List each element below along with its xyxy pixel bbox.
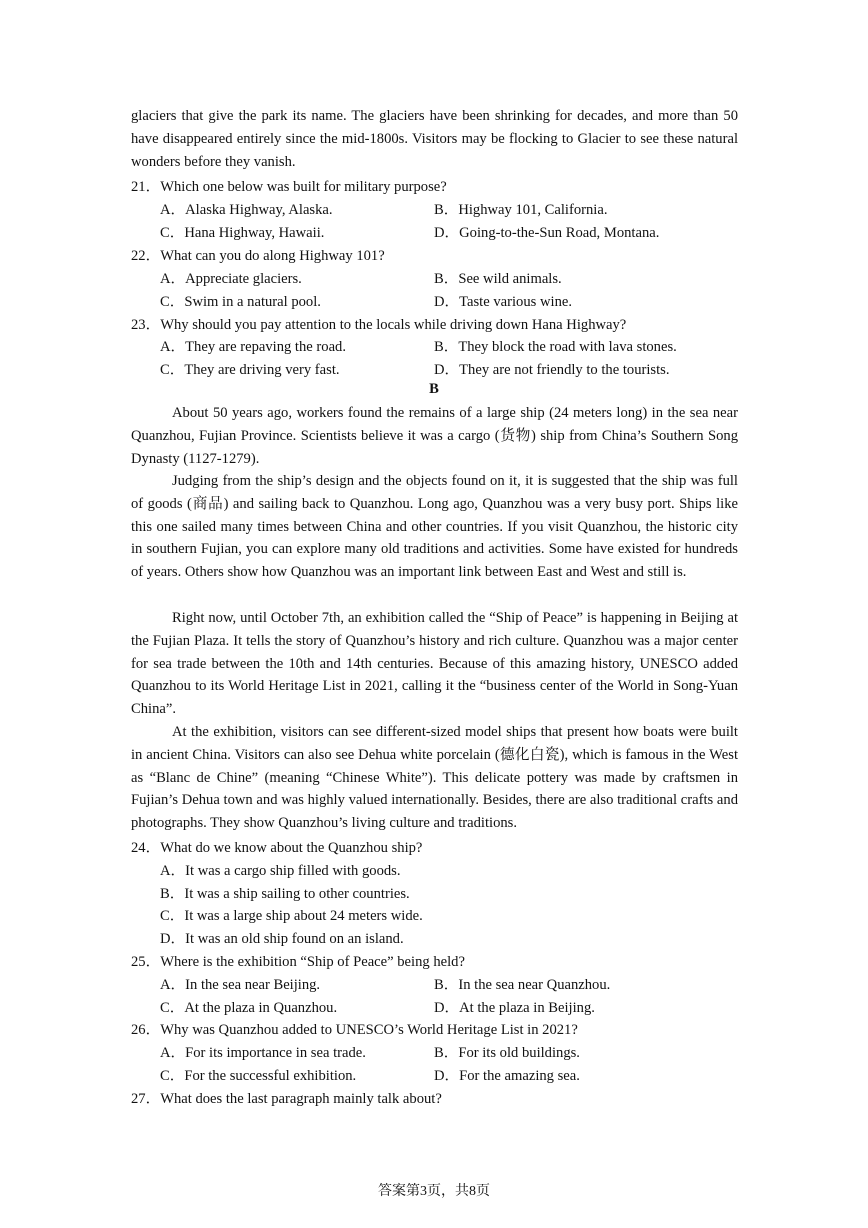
page-footer: 答案第3页，共8页	[378, 1184, 490, 1199]
passage-b-paragraph-3: Right now, until October 7th, an exhibition called the “Ship of Peace” is happening in Beijing at the Fujian Plaza. It tells the story of Quanzhou’s history and rich culture. Quanzhou was a major center for sea trade between the 10th and 14th centuries. Because of this amazing history, UNESCO added Quanzhou to its World Heritage List in 2021, calling it the “business center of the World in Song-Yuan China”.	[131, 610, 738, 718]
q25-option-c: C．At the plaza in Quanzhou.	[160, 1000, 338, 1016]
passage-b-paragraph-1: About 50 years ago, workers found the remains of a large ship (24 meters long) in the sea near Quanzhou, Fujian Province. Scientists believe it was a cargo (货物) ship from China’s Southern Song Dynasty (1127-1279).	[131, 405, 738, 467]
q26-option-c: C．For the successful exhibition.	[160, 1068, 357, 1084]
q25-option-a: A．In the sea near Beijing.	[160, 977, 321, 993]
q22-option-b: B．See wild animals.	[434, 271, 562, 287]
intro-paragraph: glaciers that give the park its name. The glaciers have been shrinking for decades, and more than 50 have disappeared entirely since the mid-1800s. Visitors may be flocking to Glacier to see these natural wonders before they vanish.	[131, 108, 738, 170]
q24-option-c: C．It was a large ship about 24 meters wide.	[160, 908, 423, 924]
q24-option-b: B．It was a ship sailing to other countries.	[160, 886, 410, 902]
q23-option-d: D．They are not friendly to the tourists.	[434, 362, 670, 378]
question-21: 21．Which one below was built for military purpose?	[131, 179, 447, 195]
question-23: 23．Why should you pay attention to the locals while driving down Hana Highway?	[131, 317, 627, 333]
q25-option-d: D．At the plaza in Beijing.	[434, 1000, 595, 1016]
section-b-title: B	[429, 381, 439, 397]
q26-option-a: A．For its importance in sea trade.	[160, 1045, 366, 1061]
q24-option-d: D．It was an old ship found on an island.	[160, 931, 404, 947]
q26-option-d: D．For the amazing sea.	[434, 1068, 580, 1084]
q21-option-d: D．Going-to-the-Sun Road, Montana.	[434, 225, 660, 241]
q21-option-b: B．Highway 101, California.	[434, 202, 608, 218]
q24-option-a: A．It was a cargo ship filled with goods.	[160, 863, 401, 879]
question-25: 25．Where is the exhibition “Ship of Peace” being held?	[131, 954, 465, 970]
q22-option-d: D．Taste various wine.	[434, 294, 572, 310]
passage-b-paragraph-2: Judging from the ship’s design and the objects found on it, it is suggested that the ship was full of goods (商品) and sailing back to Quanzhou. Long ago, Quanzhou was a very busy port. Ships like this one sailed many times between China and other countries. If you visit Quanzhou, the historic city in southern Fujian, you can explore many old traditions and activities. Some have existed for hundreds of years. Others show how Quanzhou was an important link between East and West and still is.	[131, 473, 738, 581]
passage-b-paragraph-4: At the exhibition, visitors can see different-sized model ships that present how boats were built in ancient China. Visitors can also see Dehua white porcelain (德化白瓷), which is famous in the West as “Blanc de Chine” (meaning “Chinese White”). This delicate pottery was made by craftsmen in Fujian’s Dehua town and was highly valued internationally. Besides, there are also traditional crafts and photographs. They show Quanzhou’s living culture and traditions.	[131, 724, 738, 832]
question-22: 22．What can you do along Highway 101?	[131, 248, 385, 264]
q23-option-c: C．They are driving very fast.	[160, 362, 340, 378]
question-27: 27．What does the last paragraph mainly talk about?	[131, 1091, 442, 1107]
question-26: 26．Why was Quanzhou added to UNESCO’s World Heritage List in 2021?	[131, 1022, 578, 1038]
q22-option-a: A．Appreciate glaciers.	[160, 271, 302, 287]
q26-option-b: B．For its old buildings.	[434, 1045, 580, 1061]
question-24: 24．What do we know about the Quanzhou ship?	[131, 840, 423, 856]
q23-option-b: B．They block the road with lava stones.	[434, 339, 677, 355]
q22-option-c: C．Swim in a natural pool.	[160, 294, 321, 310]
q21-option-c: C．Hana Highway, Hawaii.	[160, 225, 325, 241]
q23-option-a: A．They are repaving the road.	[160, 339, 346, 355]
q21-option-a: A．Alaska Highway, Alaska.	[160, 202, 333, 218]
q25-option-b: B．In the sea near Quanzhou.	[434, 977, 611, 993]
